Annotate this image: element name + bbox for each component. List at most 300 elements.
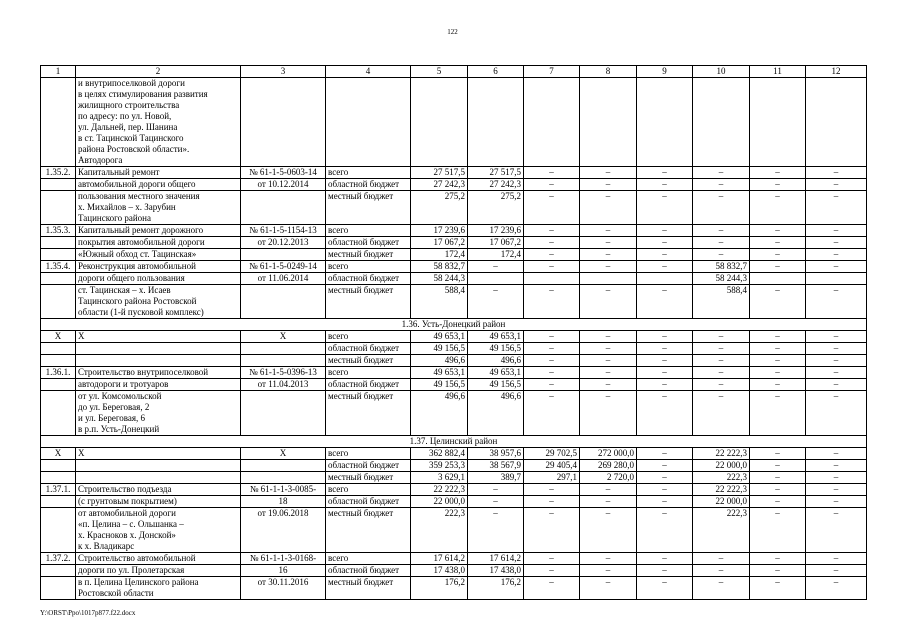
cell-c11: –: [750, 249, 806, 261]
cell-c3: № 61-1-5-0396-13: [241, 367, 326, 379]
cell-c9: –: [637, 553, 693, 565]
cell-c7: –: [524, 484, 580, 496]
cell-c2: пользования местного значения х. Михайлов – х. Зарубин Тацинского района: [76, 191, 241, 225]
cell-c1: [41, 191, 76, 225]
cell-c1: 1.35.2.: [41, 167, 76, 179]
cell-c4: областной бюджет: [326, 273, 411, 285]
cell-c10: –: [693, 343, 750, 355]
cell-c3: от 20.12.2013: [241, 237, 326, 249]
cell-c4: областной бюджет: [326, 179, 411, 191]
cell-c9: –: [637, 367, 693, 379]
cell-c6: 27 242,3: [468, 179, 524, 191]
cell-c12: –: [806, 225, 867, 237]
cell-c7: [524, 273, 580, 285]
cell-c3: [241, 391, 326, 436]
cell-c10: –: [693, 391, 750, 436]
cell-c12: –: [806, 577, 867, 600]
cell-c5: [411, 78, 468, 167]
cell-c4: всего: [326, 553, 411, 565]
cell-c9: –: [637, 191, 693, 225]
cell-c3: [241, 355, 326, 367]
cell-c6: [468, 78, 524, 167]
cell-c2: Капитальный ремонт дорожного: [76, 225, 241, 237]
cell-c10: –: [693, 237, 750, 249]
cell-c9: –: [637, 225, 693, 237]
cell-c2: дороги по ул. Пролетарская: [76, 565, 241, 577]
cell-c7: –: [524, 553, 580, 565]
cell-c5: 58 832,7: [411, 261, 468, 273]
cell-c2: и внутрипоселковой дороги в целях стимулирования развития жилищного строительства по адресу: по ул. Новой, ул. Дальней, пер. Шанина в ст. Тацинской Тацинского района Ростовской области». Автодорога: [76, 78, 241, 167]
cell-c5: 588,4: [411, 285, 468, 319]
cell-c4: всего: [326, 225, 411, 237]
cell-c5: 362 882,4: [411, 448, 468, 460]
table-row: [41, 379, 867, 391]
cell-c11: –: [750, 261, 806, 273]
section-row: [41, 319, 867, 331]
cell-c3: [241, 249, 326, 261]
cell-c9: –: [637, 237, 693, 249]
cell-c6: 17 067,2: [468, 237, 524, 249]
cell-c8: –: [580, 355, 637, 367]
cell-c8: [580, 273, 637, 285]
cell-c8: –: [580, 225, 637, 237]
cell-c5: 17 438,0: [411, 565, 468, 577]
cell-c10: [693, 78, 750, 167]
cell-c8: –: [580, 367, 637, 379]
cell-c11: –: [750, 179, 806, 191]
cell-c4: местный бюджет: [326, 577, 411, 600]
column-header: 4: [326, 66, 411, 78]
cell-c9: –: [637, 577, 693, 600]
cell-c5: 58 244,3: [411, 273, 468, 285]
cell-c11: –: [750, 460, 806, 472]
cell-c8: –: [580, 237, 637, 249]
column-header: 7: [524, 66, 580, 78]
cell-c5: 22 222,3: [411, 484, 468, 496]
cell-c3: [241, 285, 326, 319]
cell-c7: –: [524, 355, 580, 367]
cell-c2: Строительство автомобильной: [76, 553, 241, 565]
cell-c12: –: [806, 565, 867, 577]
column-header: 9: [637, 66, 693, 78]
cell-c1: [41, 472, 76, 484]
column-header: 11: [750, 66, 806, 78]
cell-c6: 389,7: [468, 472, 524, 484]
cell-c4: областной бюджет: [326, 565, 411, 577]
cell-c2: Реконструкция автомобильной: [76, 261, 241, 273]
cell-c5: 27 517,5: [411, 167, 468, 179]
cell-c12: –: [806, 249, 867, 261]
cell-c2: Х: [76, 331, 241, 343]
cell-c8: –: [580, 261, 637, 273]
cell-c10: 58 832,7: [693, 261, 750, 273]
cell-c4: местный бюджет: [326, 472, 411, 484]
column-header: 8: [580, 66, 637, 78]
cell-c4: местный бюджет: [326, 191, 411, 225]
cell-c12: –: [806, 496, 867, 508]
cell-c8: –: [580, 565, 637, 577]
cell-c6: 38 567,9: [468, 460, 524, 472]
cell-c7: –: [524, 508, 580, 553]
cell-c1: Х: [41, 448, 76, 460]
cell-c5: 49 653,1: [411, 331, 468, 343]
cell-c1: [41, 379, 76, 391]
cell-c2: Капитальный ремонт: [76, 167, 241, 179]
cell-c11: –: [750, 225, 806, 237]
cell-c10: –: [693, 553, 750, 565]
cell-c12: –: [806, 237, 867, 249]
page-number: 122: [447, 28, 458, 36]
cell-c4: местный бюджет: [326, 285, 411, 319]
cell-c2: Строительство внутрипоселковой: [76, 367, 241, 379]
cell-c2: покрытия автомобильной дороги: [76, 237, 241, 249]
cell-c1: 1.35.3.: [41, 225, 76, 237]
cell-c3: от 19.06.2018: [241, 508, 326, 553]
column-header: 3: [241, 66, 326, 78]
cell-c7: –: [524, 343, 580, 355]
cell-c10: 58 244,3: [693, 273, 750, 285]
cell-c7: –: [524, 391, 580, 436]
cell-c3: от 10.12.2014: [241, 179, 326, 191]
cell-c11: –: [750, 391, 806, 436]
cell-c1: 1.37.2.: [41, 553, 76, 565]
cell-c5: 17 067,2: [411, 237, 468, 249]
cell-c7: –: [524, 577, 580, 600]
cell-c11: [750, 78, 806, 167]
cell-c9: –: [637, 508, 693, 553]
cell-c8: –: [580, 249, 637, 261]
column-header: 5: [411, 66, 468, 78]
table-row: [41, 285, 867, 319]
cell-c3: от 30.11.2016: [241, 577, 326, 600]
cell-c11: [750, 273, 806, 285]
cell-c8: –: [580, 553, 637, 565]
cell-c2: от ул. Комсомольской до ул. Береговая, 2 и ул. Береговая, 6 в р.п. Усть-Донецкий: [76, 391, 241, 436]
table-row: [41, 472, 867, 484]
cell-c6: 176,2: [468, 577, 524, 600]
cell-c4: местный бюджет: [326, 391, 411, 436]
cell-c5: 176,2: [411, 577, 468, 600]
cell-c5: 49 156,5: [411, 379, 468, 391]
cell-c6: 49 653,1: [468, 331, 524, 343]
cell-c12: –: [806, 391, 867, 436]
cell-c2: Х: [76, 448, 241, 460]
cell-c6: 17 614,2: [468, 553, 524, 565]
table-row: [41, 78, 867, 167]
cell-c8: –: [580, 191, 637, 225]
cell-c10: –: [693, 379, 750, 391]
cell-c3: Х: [241, 331, 326, 343]
cell-c11: –: [750, 237, 806, 249]
cell-c12: –: [806, 472, 867, 484]
cell-c5: 359 253,3: [411, 460, 468, 472]
cell-c3: 16: [241, 565, 326, 577]
cell-c6: 49 156,5: [468, 379, 524, 391]
cell-c4: всего: [326, 448, 411, 460]
cell-c10: –: [693, 225, 750, 237]
cell-c8: –: [580, 331, 637, 343]
cell-c12: [806, 273, 867, 285]
cell-c1: [41, 343, 76, 355]
cell-c6: 17 438,0: [468, 565, 524, 577]
cell-c6: –: [468, 261, 524, 273]
cell-c1: [41, 273, 76, 285]
cell-c12: –: [806, 460, 867, 472]
cell-c8: –: [580, 167, 637, 179]
cell-c11: –: [750, 367, 806, 379]
cell-c1: [41, 237, 76, 249]
cell-c8: –: [580, 508, 637, 553]
cell-c11: –: [750, 565, 806, 577]
cell-c10: –: [693, 249, 750, 261]
cell-c3: [241, 460, 326, 472]
cell-c9: –: [637, 167, 693, 179]
table-row: [41, 496, 867, 508]
cell-c4: областной бюджет: [326, 237, 411, 249]
cell-c9: –: [637, 448, 693, 460]
cell-c10: 22 222,3: [693, 448, 750, 460]
cell-c5: 27 242,3: [411, 179, 468, 191]
cell-c7: –: [524, 367, 580, 379]
cell-c10: –: [693, 331, 750, 343]
cell-c12: –: [806, 331, 867, 343]
cell-c8: –: [580, 577, 637, 600]
cell-c3: Х: [241, 448, 326, 460]
cell-c5: 222,3: [411, 508, 468, 553]
table-row: [41, 261, 867, 273]
column-header: 1: [41, 66, 76, 78]
cell-c3: [241, 343, 326, 355]
cell-c8: [580, 78, 637, 167]
cell-c11: –: [750, 191, 806, 225]
cell-c5: 172,4: [411, 249, 468, 261]
table-row: [41, 343, 867, 355]
table-row: [41, 448, 867, 460]
column-header: 6: [468, 66, 524, 78]
cell-c4: областной бюджет: [326, 460, 411, 472]
table-row: [41, 577, 867, 600]
cell-c9: –: [637, 285, 693, 319]
table-row: [41, 191, 867, 225]
section-row: [41, 436, 867, 448]
cell-c1: [41, 565, 76, 577]
cell-c12: –: [806, 379, 867, 391]
table-row: [41, 508, 867, 553]
cell-c8: –: [580, 343, 637, 355]
cell-c9: –: [637, 331, 693, 343]
cell-c12: –: [806, 448, 867, 460]
cell-c3: [241, 191, 326, 225]
cell-c10: –: [693, 355, 750, 367]
cell-c6: [468, 273, 524, 285]
cell-c6: –: [468, 496, 524, 508]
cell-c9: –: [637, 179, 693, 191]
cell-c3: [241, 78, 326, 167]
cell-c2: [76, 355, 241, 367]
cell-c3: 18: [241, 496, 326, 508]
cell-c2: дороги общего пользования: [76, 273, 241, 285]
cell-c11: –: [750, 331, 806, 343]
cell-c8: –: [580, 285, 637, 319]
cell-c12: –: [806, 191, 867, 225]
cell-c3: № 61-1-1-3-0168-: [241, 553, 326, 565]
cell-c7: [524, 78, 580, 167]
cell-c11: –: [750, 285, 806, 319]
cell-c5: 275,2: [411, 191, 468, 225]
cell-c5: 22 000,0: [411, 496, 468, 508]
table-row: [41, 225, 867, 237]
cell-c10: –: [693, 367, 750, 379]
table-row: [41, 249, 867, 261]
table-row: [41, 367, 867, 379]
cell-c9: [637, 273, 693, 285]
cell-c7: –: [524, 496, 580, 508]
cell-c3: от 11.06.2014: [241, 273, 326, 285]
cell-c1: [41, 78, 76, 167]
cell-c10: –: [693, 565, 750, 577]
cell-c9: [637, 78, 693, 167]
cell-c2: [76, 460, 241, 472]
cell-c12: [806, 78, 867, 167]
cell-c6: 27 517,5: [468, 167, 524, 179]
cell-c7: –: [524, 191, 580, 225]
cell-c9: –: [637, 460, 693, 472]
cell-c7: –: [524, 225, 580, 237]
cell-c9: –: [637, 379, 693, 391]
cell-c6: –: [468, 484, 524, 496]
cell-c1: 1.35.4.: [41, 261, 76, 273]
cell-c2: [76, 343, 241, 355]
cell-c9: –: [637, 249, 693, 261]
cell-c3: [241, 472, 326, 484]
cell-c2: (с грунтовым покрытием): [76, 496, 241, 508]
cell-c10: –: [693, 191, 750, 225]
cell-c2: Строительство подъезда: [76, 484, 241, 496]
cell-c3: от 11.04.2013: [241, 379, 326, 391]
table-row: [41, 331, 867, 343]
cell-c1: [41, 391, 76, 436]
cell-c10: 22 000,0: [693, 496, 750, 508]
cell-c2: от автомобильной дороги «п. Целина – с. Ольшанка – х. Красноков х. Донской» к х. Владикарс: [76, 508, 241, 553]
cell-c12: –: [806, 285, 867, 319]
cell-c6: 49 653,1: [468, 367, 524, 379]
cell-c9: –: [637, 261, 693, 273]
cell-c1: [41, 460, 76, 472]
cell-c4: областной бюджет: [326, 496, 411, 508]
table-row: [41, 565, 867, 577]
cell-c11: –: [750, 448, 806, 460]
cell-c1: [41, 285, 76, 319]
table-body: [41, 66, 867, 600]
column-header: 10: [693, 66, 750, 78]
cell-c2: автодороги и тротуаров: [76, 379, 241, 391]
cell-c10: –: [693, 577, 750, 600]
cell-c6: 172,4: [468, 249, 524, 261]
cell-c10: 222,3: [693, 472, 750, 484]
cell-c2: «Южный обход ст. Тацинская»: [76, 249, 241, 261]
column-header: 2: [76, 66, 241, 78]
cell-c11: –: [750, 343, 806, 355]
cell-c5: 3 629,1: [411, 472, 468, 484]
cell-c12: –: [806, 367, 867, 379]
cell-c3: № 61-1-5-0603-14: [241, 167, 326, 179]
table-row: [41, 484, 867, 496]
cell-c6: –: [468, 508, 524, 553]
footer-file-path: Y:\ORST\Ppo\1017p877.f22.docx: [40, 609, 136, 617]
cell-c4: [326, 78, 411, 167]
cell-c4: всего: [326, 261, 411, 273]
cell-c3: № 61-1-1-3-0085-: [241, 484, 326, 496]
cell-c1: [41, 355, 76, 367]
cell-c10: 22 222,3: [693, 484, 750, 496]
cell-c8: –: [580, 496, 637, 508]
cell-c6: 496,6: [468, 391, 524, 436]
cell-c8: 269 280,0: [580, 460, 637, 472]
table-row: [41, 179, 867, 191]
cell-c4: всего: [326, 484, 411, 496]
cell-c11: –: [750, 355, 806, 367]
cell-c5: 17 614,2: [411, 553, 468, 565]
cell-c11: –: [750, 577, 806, 600]
cell-c2: автомобильной дороги общего: [76, 179, 241, 191]
cell-c9: –: [637, 484, 693, 496]
cell-c9: –: [637, 472, 693, 484]
cell-c5: 496,6: [411, 391, 468, 436]
cell-c4: областной бюджет: [326, 379, 411, 391]
cell-c7: –: [524, 331, 580, 343]
cell-c4: местный бюджет: [326, 249, 411, 261]
cell-c7: –: [524, 167, 580, 179]
cell-c11: –: [750, 553, 806, 565]
cell-c1: 1.37.1.: [41, 484, 76, 496]
cell-c4: всего: [326, 331, 411, 343]
cell-c10: 22 000,0: [693, 460, 750, 472]
cell-c4: местный бюджет: [326, 508, 411, 553]
cell-c2: ст. Тацинская – х. Исаев Тацинского района Ростовской области (1-й пусковой комплекс): [76, 285, 241, 319]
cell-c8: 2 720,0: [580, 472, 637, 484]
cell-c7: –: [524, 237, 580, 249]
cell-c10: 222,3: [693, 508, 750, 553]
cell-c12: –: [806, 167, 867, 179]
cell-c1: [41, 249, 76, 261]
cell-c6: 49 156,5: [468, 343, 524, 355]
cell-c5: 496,6: [411, 355, 468, 367]
table-row: [41, 391, 867, 436]
cell-c8: –: [580, 379, 637, 391]
cell-c7: –: [524, 285, 580, 319]
table-row: [41, 273, 867, 285]
cell-c1: Х: [41, 331, 76, 343]
cell-c11: –: [750, 379, 806, 391]
cell-c1: [41, 496, 76, 508]
cell-c11: –: [750, 496, 806, 508]
cell-c9: –: [637, 343, 693, 355]
cell-c5: 49 653,1: [411, 367, 468, 379]
cell-c6: 275,2: [468, 191, 524, 225]
table-row: [41, 237, 867, 249]
cell-c6: –: [468, 285, 524, 319]
cell-c8: –: [580, 391, 637, 436]
cell-c6: 496,6: [468, 355, 524, 367]
cell-c1: [41, 508, 76, 553]
cell-c9: –: [637, 355, 693, 367]
cell-c3: № 61-1-5-1154-13: [241, 225, 326, 237]
cell-c8: –: [580, 484, 637, 496]
cell-c7: –: [524, 565, 580, 577]
cell-c4: всего: [326, 167, 411, 179]
cell-c5: 17 239,6: [411, 225, 468, 237]
cell-c10: –: [693, 167, 750, 179]
